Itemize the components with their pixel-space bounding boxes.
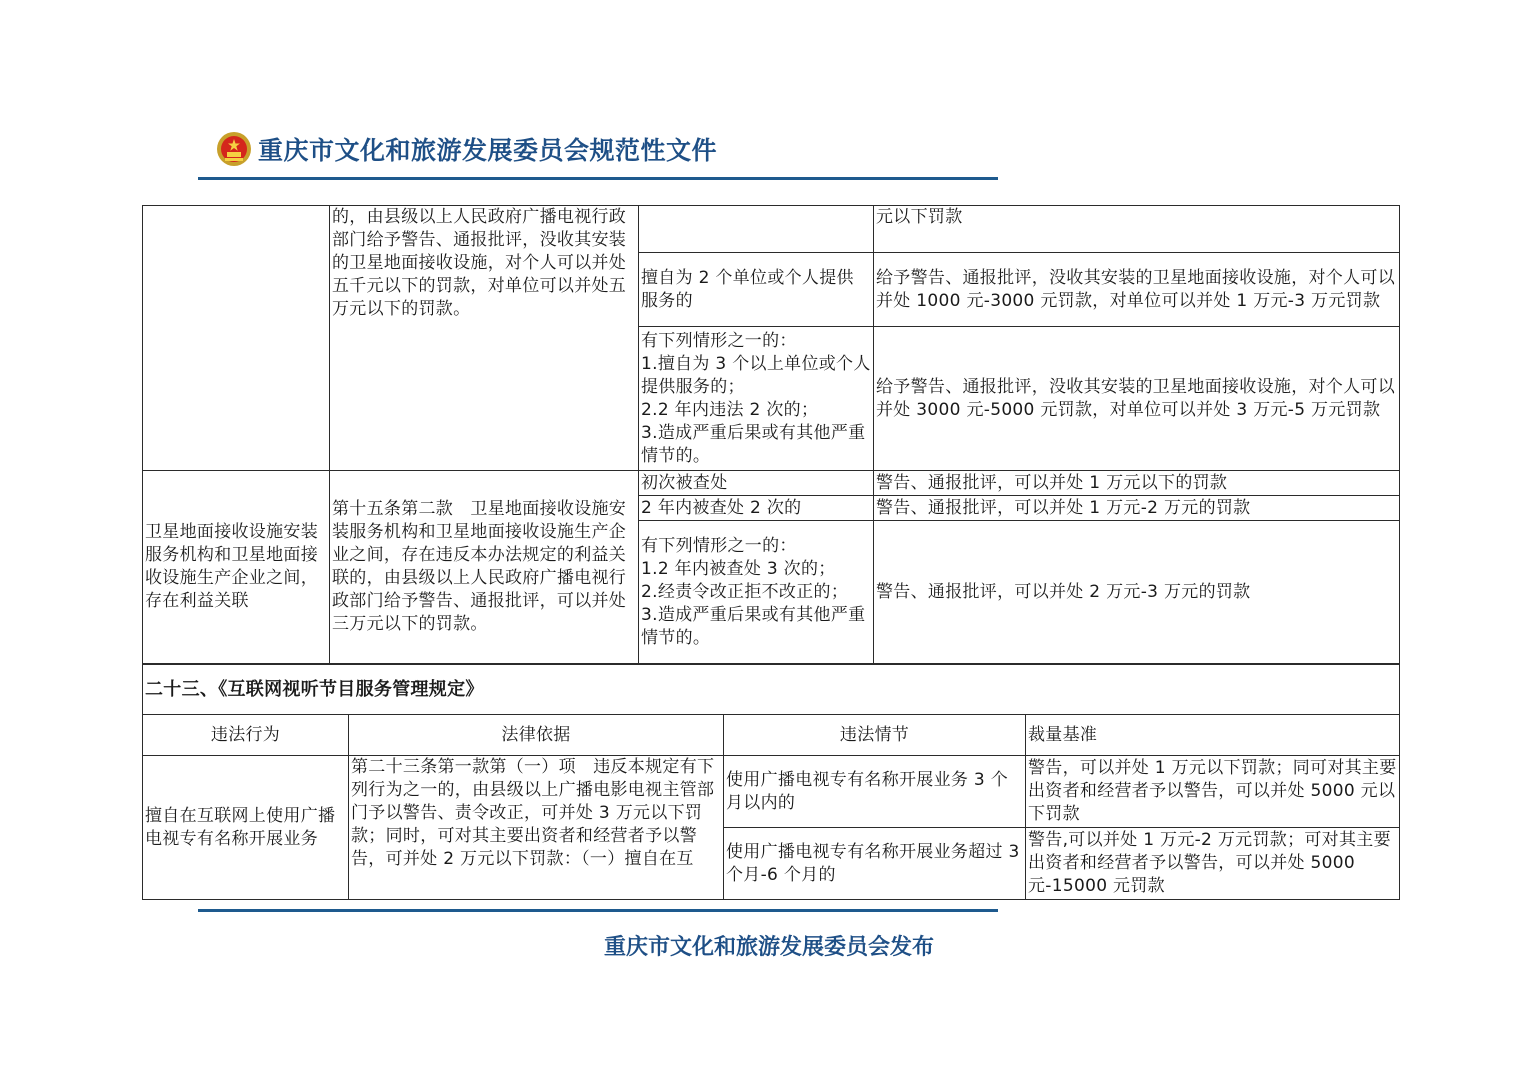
circumstance-cell: 2 年内被查处 2 次的: [639, 496, 874, 521]
basis-cell: 第十五条第二款 卫星地面接收设施安装服务机构和卫星地面接收设施生产企业之间，存在违反本办法规定的利益关联的，由县级以上人民政府广播电视行政部门给予警告、通报批评，可以并处三万元以下的罚款。: [330, 471, 639, 664]
basis-cell: 第二十三条第一款第（一）项 违反本规定有下列行为之一的，由县级以上广播电影电视主管部门予以警告、责令改正，可并处 3 万元以下罚款；同时，可对其主要出资者和经营者予以警告，可并处 2 万元以下罚款：（一）擅自在互: [349, 756, 724, 900]
standard-cell: 给予警告、通报批评，没收其安装的卫星地面接收设施，对个人可以并处 1000 元-3000 元罚款，对单位可以并处 1 万元-3 万元罚款: [874, 253, 1400, 327]
standard-cell: 警告，可以并处 1 万元以下罚款；同可对其主要出资者和经营者予以警告，可以并处 5000 元以下罚款: [1026, 756, 1400, 828]
standard-cell: 警告、通报批评，可以并处 1 万元以下的罚款: [874, 471, 1400, 496]
circumstance-cell: 使用广播电视专有名称开展业务超过 3 个月-6 个月的: [724, 828, 1026, 900]
footer-rule: [198, 909, 998, 912]
column-header-standard: 裁量基准: [1026, 715, 1400, 756]
basis-cell: 的，由县级以上人民政府广播电视行政部门给予警告、通报批评，没收其安装的卫星地面接收设施，对个人可以并处五千元以下的罚款，对单位可以并处五万元以下的罚款。: [330, 206, 639, 471]
circumstance-cell: [639, 206, 874, 253]
act-cell-blank: [143, 206, 330, 471]
standard-cell: 警告,可以并处 1 万元-2 万元罚款；可对其主要出资者和经营者予以警告，可以并处 5000 元-15000 元罚款: [1026, 828, 1400, 900]
standard-cell: 元以下罚款: [874, 206, 1400, 253]
header-title: 重庆市文化和旅游发展委员会规范性文件: [258, 136, 718, 165]
header-rule: [198, 177, 998, 180]
column-header-act: 违法行为: [143, 715, 349, 756]
column-header-circumstance: 违法情节: [724, 715, 1026, 756]
act-cell: 卫星地面接收设施安装服务机构和卫星地面接收设施生产企业之间，存在利益关联: [143, 471, 330, 664]
standard-cell: 警告、通报批评，可以并处 1 万元-2 万元的罚款: [874, 496, 1400, 521]
national-emblem-icon: [216, 130, 252, 168]
column-header-basis: 法律依据: [349, 715, 724, 756]
standard-cell: 警告、通报批评，可以并处 2 万元-3 万元的罚款: [874, 521, 1400, 664]
document-header: [216, 130, 717, 168]
section-title: 二十三、《互联网视听节目服务管理规定》: [143, 665, 1400, 715]
circumstance-cell: 使用广播电视专有名称开展业务 3 个月以内的: [724, 756, 1026, 828]
circumstance-cell: 擅自为 2 个单位或个人提供服务的: [639, 253, 874, 327]
internet-av-table: [142, 664, 1400, 900]
act-cell: 擅自在互联网上使用广播电视专有名称开展业务: [143, 756, 349, 900]
footer-title: 重庆市文化和旅游发展委员会发布: [604, 934, 935, 960]
circumstance-cell: 有下列情形之一的： 1.擅自为 3 个以上单位或个人提供服务的； 2.2 年内违法 2 次的； 3.造成严重后果或有其他严重情节的。: [639, 327, 874, 471]
standard-cell: 给予警告、通报批评，没收其安装的卫星地面接收设施，对个人可以并处 3000 元-5000 元罚款，对单位可以并处 3 万元-5 万元罚款: [874, 327, 1400, 471]
circumstance-cell: 有下列情形之一的： 1.2 年内被查处 3 次的； 2.经责令改正拒不改正的； 3.造成严重后果或有其他严重情节的。: [639, 521, 874, 664]
penalty-table-continued: [142, 205, 1400, 664]
circumstance-cell: 初次被查处: [639, 471, 874, 496]
